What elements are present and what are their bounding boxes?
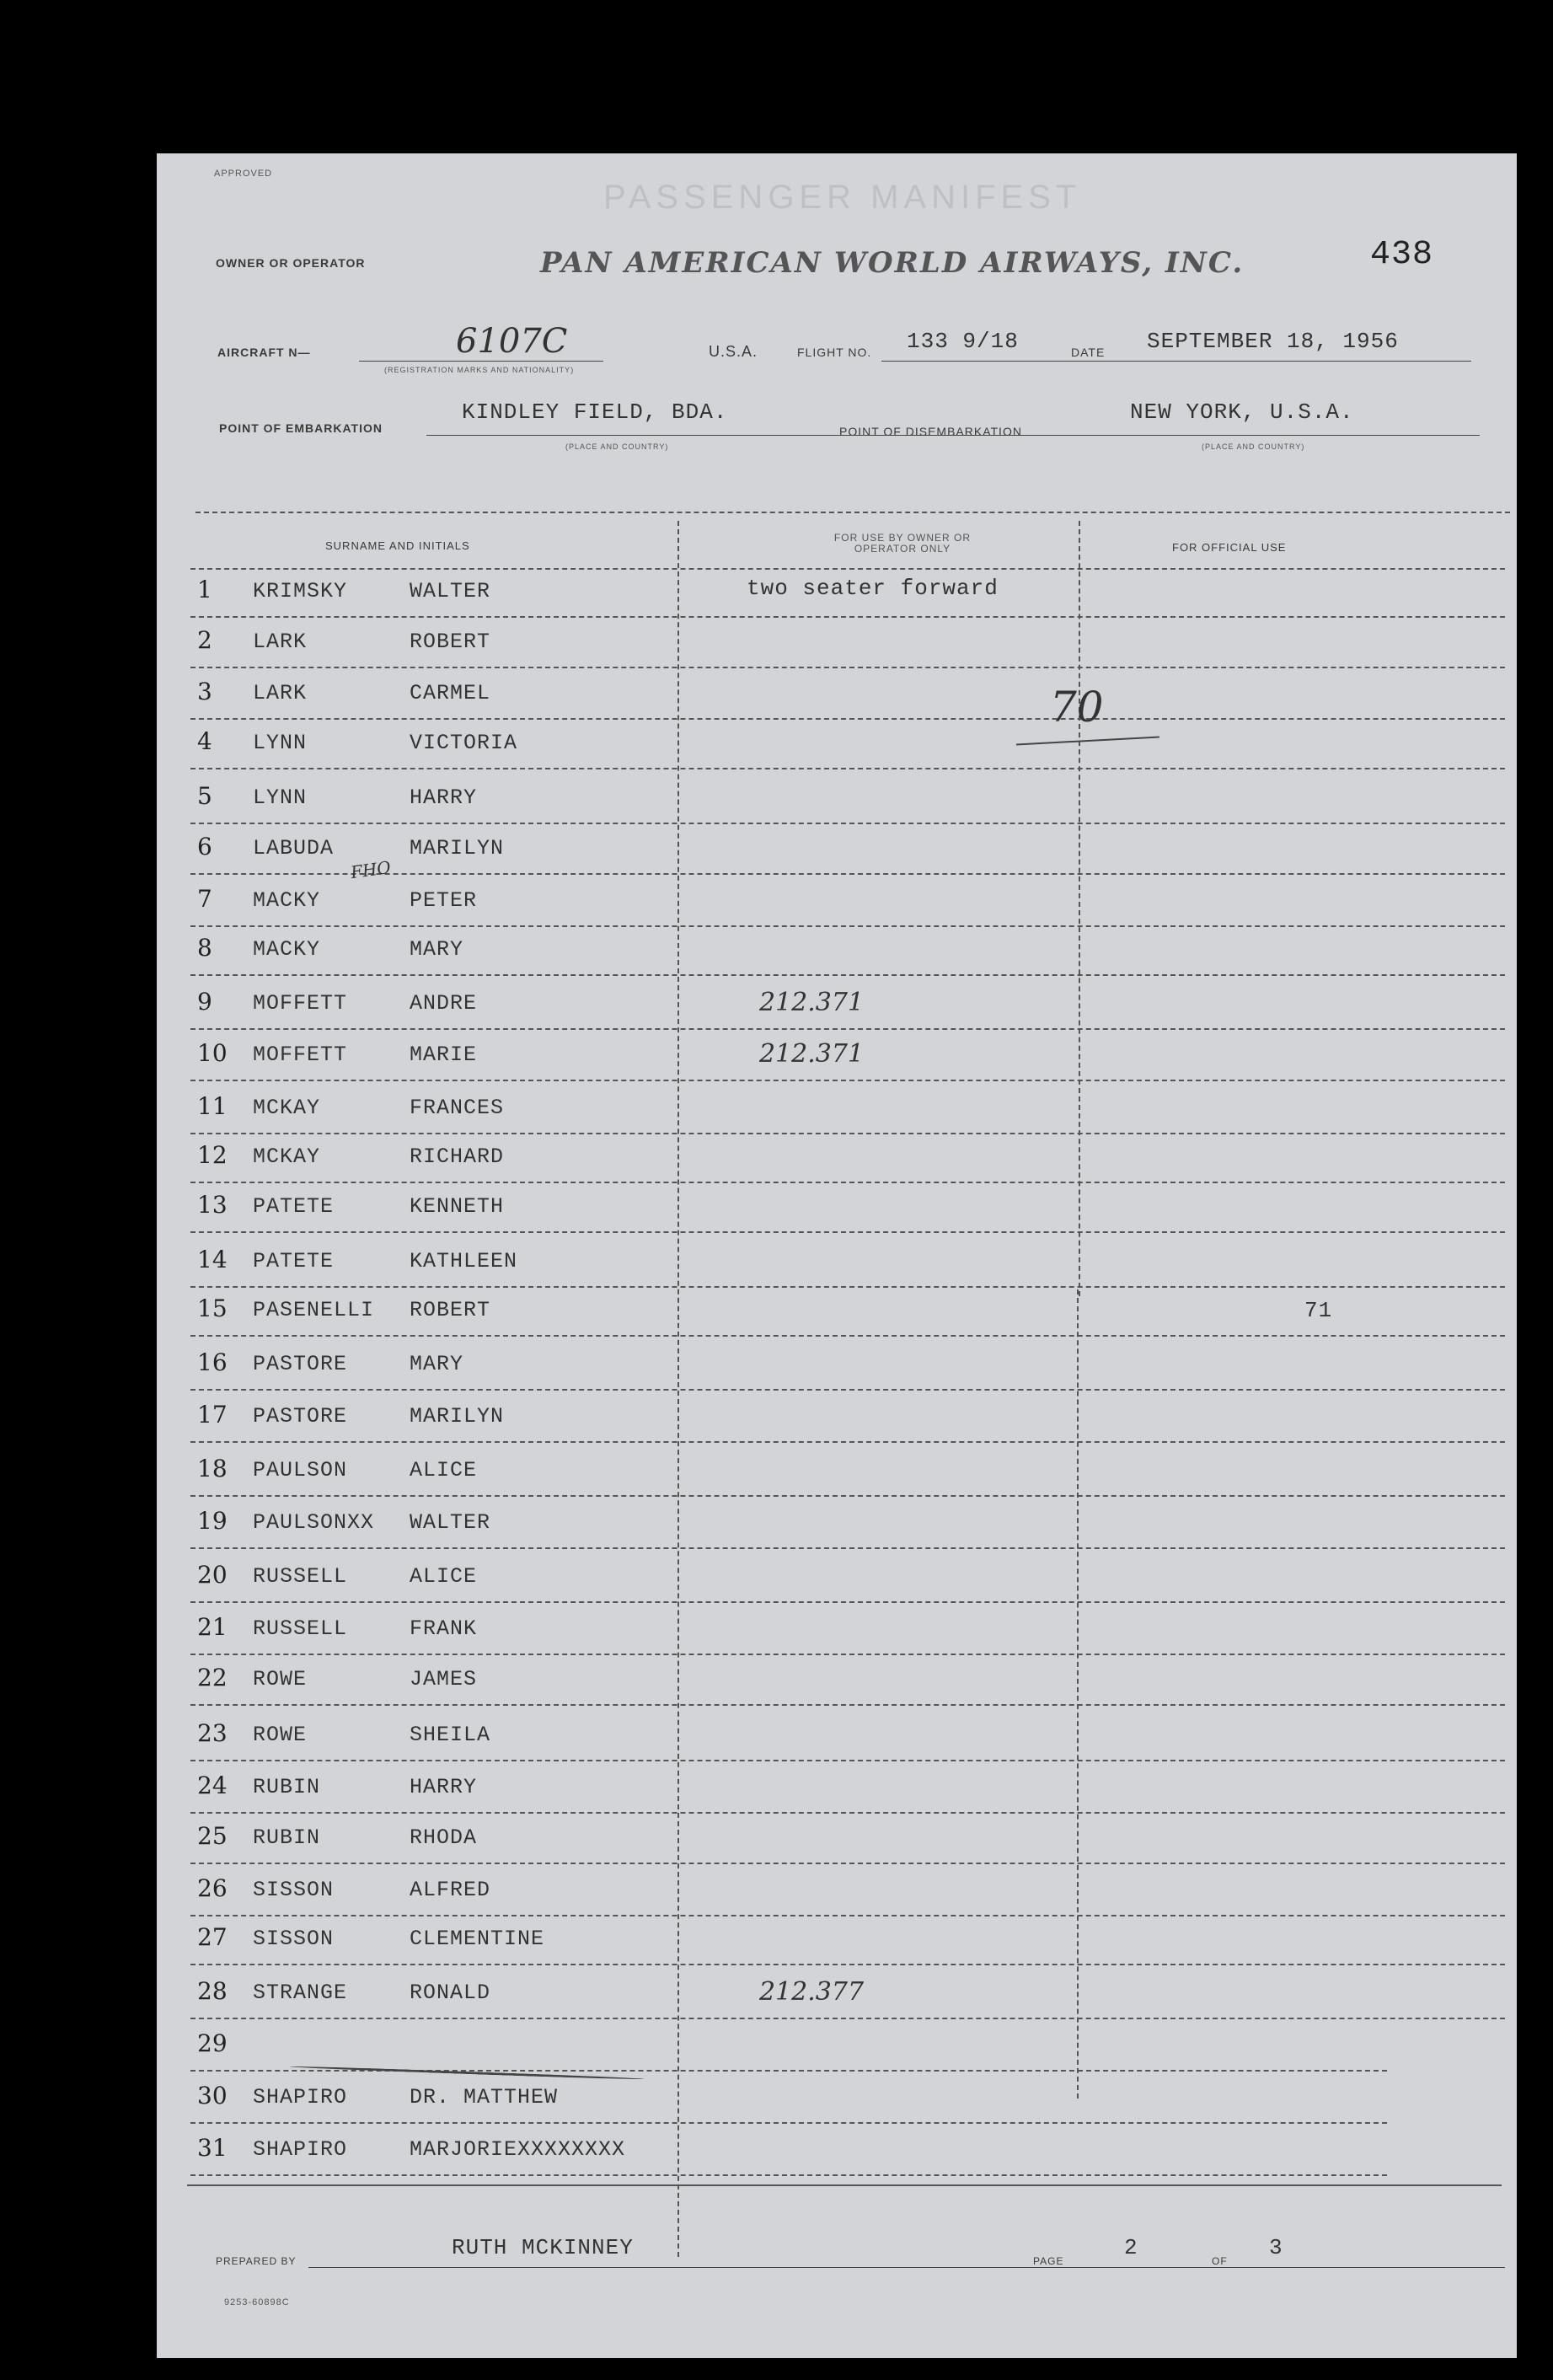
aircraft-label: AIRCRAFT N—	[217, 346, 311, 359]
row-given-names: RHODA	[410, 1825, 478, 1850]
row-number: 22	[197, 1664, 228, 1691]
col-divider-2	[1079, 521, 1080, 1296]
aircraft-underline	[359, 361, 603, 362]
row-number: 2	[197, 626, 212, 654]
row-given-names: ROBERT	[410, 630, 491, 654]
row-given-names: KATHLEEN	[410, 1249, 518, 1273]
row-surname: PATETE	[253, 1194, 335, 1219]
row-number: 15	[197, 1295, 228, 1322]
row-surname: PASTORE	[253, 1352, 348, 1376]
row-given-names: MARIE	[410, 1043, 478, 1067]
row-surname: LYNN	[253, 785, 308, 810]
row-number: 23	[197, 1719, 228, 1747]
row-given-names: ALICE	[410, 1458, 478, 1482]
date-value: SEPTEMBER 18, 1956	[1147, 329, 1399, 354]
row-rule	[190, 1441, 1505, 1443]
row-given-names: CLEMENTINE	[410, 1927, 545, 1951]
row-given-names: WALTER	[410, 579, 491, 603]
row-given-names: RONALD	[410, 1981, 491, 2005]
row-rule	[190, 974, 1505, 976]
row-surname: RUSSELL	[253, 1564, 348, 1589]
row-number: 8	[197, 934, 212, 962]
approved-stamp: APPROVED	[214, 169, 273, 179]
prepared-label: PREPARED BY	[216, 2255, 297, 2267]
row-surname: PAULSONXX	[253, 1510, 375, 1535]
col-owner-header: FOR USE BY OWNER OR OPERATOR ONLY	[833, 532, 972, 555]
row-rule	[190, 1335, 1505, 1337]
header-rule	[190, 568, 1505, 570]
aircraft-value: 6107C	[456, 322, 568, 361]
row-given-names: ROBERT	[410, 1298, 491, 1322]
embark-note: (PLACE AND COUNTRY)	[565, 442, 669, 451]
row-given-names: FRANCES	[410, 1096, 505, 1120]
row-number: 16	[197, 1348, 228, 1376]
row-surname: LARK	[253, 630, 308, 654]
embark-underline	[426, 435, 1480, 436]
margin-mark-underline	[1016, 737, 1159, 746]
row-rule	[190, 1182, 1505, 1183]
row-surname: RUSSELL	[253, 1616, 348, 1641]
row-rule	[190, 1915, 1505, 1916]
table-top-rule	[195, 512, 1510, 513]
page-label: PAGE	[1033, 2255, 1064, 2267]
row-surname: SHAPIRO	[253, 2085, 348, 2109]
row-surname: STRANGE	[253, 1981, 348, 2005]
row-given-names: HARRY	[410, 1775, 478, 1799]
col-surname-header: SURNAME AND INITIALS	[325, 539, 470, 552]
row-rule	[190, 1863, 1505, 1864]
row-29-strike	[290, 2066, 644, 2081]
row-number: 21	[197, 1613, 228, 1641]
row-surname: RUBIN	[253, 1825, 321, 1850]
row-number: 24	[197, 1772, 228, 1799]
prepared-value: RUTH MCKINNEY	[452, 2235, 634, 2260]
row-rule	[190, 1964, 1505, 1965]
row-number: 30	[197, 2082, 228, 2109]
row-rule	[190, 2122, 1387, 2124]
row-given-names: MARY	[410, 937, 464, 962]
form-title: PASSENGER MANIFEST	[603, 179, 1082, 216]
row-given-names: JAMES	[410, 1667, 478, 1691]
col-divider-3	[1077, 1289, 1079, 2099]
manifest-page-number: 438	[1370, 236, 1434, 274]
row-surname: LARK	[253, 681, 308, 705]
row-rule	[190, 667, 1505, 668]
page-value: 2	[1124, 2235, 1138, 2260]
row-rule	[190, 1760, 1505, 1761]
embark-value: KINDLEY FIELD, BDA.	[462, 399, 728, 425]
row-rule	[190, 1231, 1505, 1233]
row-number: 7	[197, 885, 212, 913]
row-number: 18	[197, 1455, 228, 1482]
row-given-names: WALTER	[410, 1510, 491, 1535]
row-given-names: MARILYN	[410, 1404, 505, 1429]
row-surname: ROWE	[253, 1667, 308, 1691]
row-given-names: HARRY	[410, 785, 478, 810]
row-rule	[190, 616, 1505, 618]
row-number: 4	[197, 727, 212, 755]
row-surname: SISSON	[253, 1927, 335, 1951]
usa-label: U.S.A.	[709, 343, 758, 360]
row-given-names: ALFRED	[410, 1878, 491, 1902]
row-number: 17	[197, 1401, 228, 1429]
row-given-names: SHEILA	[410, 1723, 491, 1747]
row-rule	[190, 718, 1505, 720]
disembark-note: (PLACE AND COUNTRY)	[1202, 442, 1305, 451]
row-number: 19	[197, 1507, 228, 1535]
row-number: 28	[197, 1977, 228, 2005]
row-owner-note: two seater forward	[747, 576, 999, 601]
row-number: 13	[197, 1191, 228, 1219]
row-surname: LYNN	[253, 731, 308, 755]
row-surname: MOFFETT	[253, 991, 348, 1016]
row-rule	[190, 768, 1505, 769]
disembark-label: POINT OF DISEMBARKATION	[839, 425, 1022, 438]
registration-note: (REGISTRATION MARKS AND NATIONALITY)	[384, 366, 575, 374]
flight-underline	[881, 361, 1471, 362]
row-given-names: DR. MATTHEW	[410, 2085, 559, 2109]
row-number: 25	[197, 1822, 228, 1850]
row-number: 1	[197, 576, 212, 603]
row-rule	[190, 1704, 1505, 1706]
manifest-sheet	[157, 153, 1517, 2358]
row-number: 27	[197, 1923, 228, 1951]
row-surname: RUBIN	[253, 1775, 321, 1799]
form-code: 9253-60898C	[224, 2297, 290, 2308]
row-owner-note: 212.371	[759, 1039, 865, 1069]
of-label: OF	[1212, 2255, 1228, 2267]
row-given-names: MARY	[410, 1352, 464, 1376]
row-rule	[190, 1133, 1505, 1134]
row-surname: PASTORE	[253, 1404, 348, 1429]
row-number: 5	[197, 782, 212, 810]
row-given-names: ANDRE	[410, 991, 478, 1016]
margin-mark-70: 70	[1050, 683, 1104, 732]
disembark-value: NEW YORK, U.S.A.	[1130, 399, 1354, 425]
prepared-underline	[308, 2267, 1505, 2268]
row-given-names: FRANK	[410, 1616, 478, 1641]
row-surname: SHAPIRO	[253, 2137, 348, 2162]
row-rule	[190, 823, 1505, 824]
row-number: 20	[197, 1561, 228, 1589]
col-official-header: FOR OFFICIAL USE	[1172, 541, 1287, 554]
row-surname: LABUDA	[253, 836, 335, 860]
row-given-names: VICTORIA	[410, 731, 518, 755]
row-number: 11	[197, 1092, 228, 1120]
row-rule	[190, 925, 1505, 927]
row-surname: MCKAY	[253, 1144, 321, 1169]
footer-rule	[187, 2184, 1502, 2186]
row-surname: MOFFETT	[253, 1043, 348, 1067]
row-owner-note: 212.371	[759, 988, 865, 1017]
date-label: DATE	[1071, 346, 1106, 359]
row-rule	[190, 2018, 1505, 2019]
row-rule	[190, 1080, 1505, 1081]
margin-mark-fho: FHO	[349, 856, 393, 883]
row-official-note: 71	[1304, 1298, 1333, 1323]
row-rule	[190, 1654, 1505, 1655]
row-given-names: RICHARD	[410, 1144, 505, 1169]
airline-name: PAN AMERICAN WORLD AIRWAYS, INC.	[540, 246, 1245, 280]
row-rule	[190, 1495, 1505, 1497]
row-surname: MCKAY	[253, 1096, 321, 1120]
row-rule	[190, 1028, 1505, 1030]
row-rule	[190, 2174, 1387, 2176]
row-given-names: PETER	[410, 888, 478, 913]
row-surname: MACKY	[253, 888, 321, 913]
row-surname: KRIMSKY	[253, 579, 348, 603]
row-rule	[190, 1812, 1505, 1814]
row-surname: MACKY	[253, 937, 321, 962]
row-number: 14	[197, 1246, 228, 1273]
row-given-names: MARILYN	[410, 836, 505, 860]
row-surname: PASENELLI	[253, 1298, 375, 1322]
row-owner-note: 212.377	[759, 1977, 865, 2007]
flight-value: 133 9/18	[907, 329, 1019, 354]
row-surname: SISSON	[253, 1878, 335, 1902]
row-surname: ROWE	[253, 1723, 308, 1747]
row-rule	[190, 1389, 1505, 1391]
row-number: 29	[197, 2029, 228, 2057]
row-number: 12	[197, 1141, 228, 1169]
row-rule	[190, 1601, 1505, 1603]
row-number: 3	[197, 678, 212, 705]
row-given-names: KENNETH	[410, 1194, 505, 1219]
embark-label: POINT OF EMBARKATION	[219, 421, 383, 435]
row-given-names: MARJORIEXXXXXXXX	[410, 2137, 626, 2162]
of-value: 3	[1269, 2235, 1283, 2260]
row-number: 31	[197, 2134, 228, 2162]
row-number: 6	[197, 833, 212, 860]
row-surname: PATETE	[253, 1249, 335, 1273]
row-given-names: ALICE	[410, 1564, 478, 1589]
row-number: 10	[197, 1039, 228, 1067]
row-surname: PAULSON	[253, 1458, 348, 1482]
flight-label: FLIGHT NO.	[797, 346, 872, 359]
owner-label: OWNER OR OPERATOR	[216, 256, 366, 270]
row-rule	[190, 1286, 1505, 1288]
row-rule	[190, 1547, 1505, 1549]
row-number: 9	[197, 988, 212, 1016]
row-number: 26	[197, 1874, 228, 1902]
row-given-names: CARMEL	[410, 681, 491, 705]
